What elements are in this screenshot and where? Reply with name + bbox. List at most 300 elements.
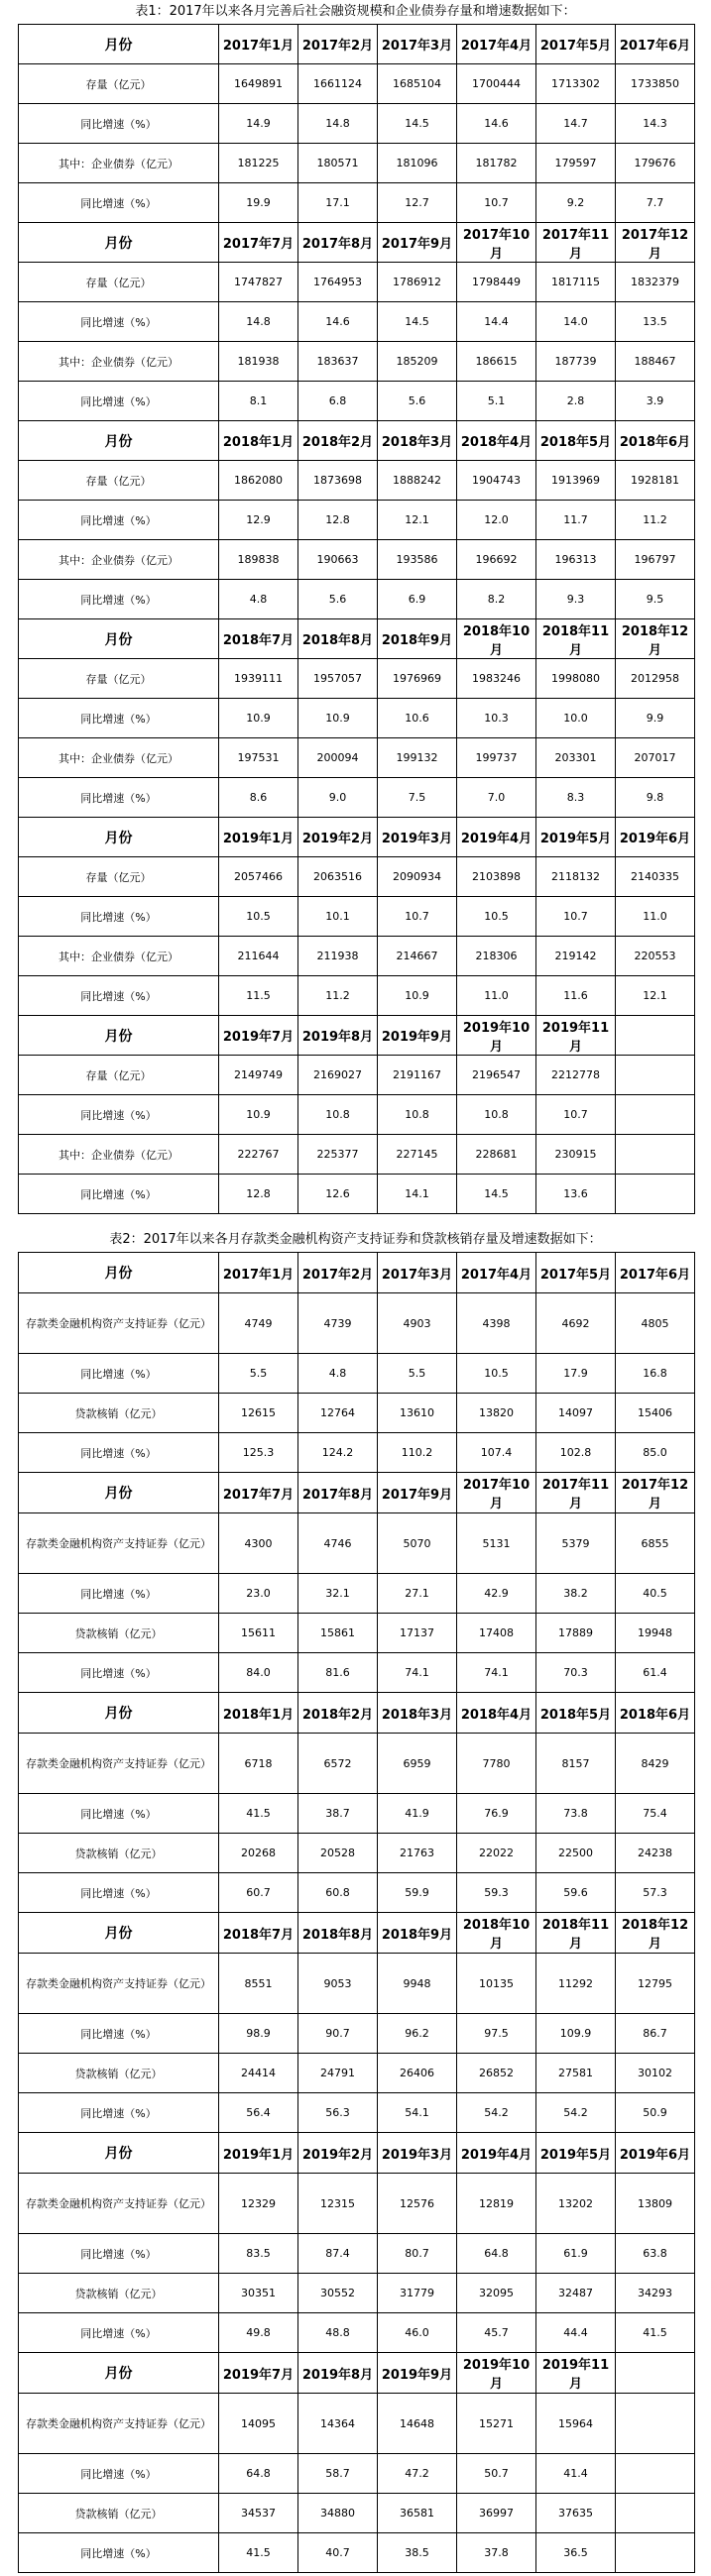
table-cell: 2212778 bbox=[536, 1056, 616, 1095]
row-label: 同比增速（%） bbox=[19, 1653, 219, 1693]
month-header-label: 月份 bbox=[19, 2133, 219, 2174]
table-cell: 110.2 bbox=[378, 1433, 457, 1473]
table-cell: 10.1 bbox=[298, 897, 378, 937]
table-cell: 9.2 bbox=[536, 183, 616, 223]
table-cell: 45.7 bbox=[457, 2313, 536, 2353]
table-cell: 230915 bbox=[536, 1135, 616, 1175]
table-cell: 11.0 bbox=[616, 897, 695, 937]
table-cell: 10.7 bbox=[457, 183, 536, 223]
table-cell: 22022 bbox=[457, 1834, 536, 1873]
table-cell: 5131 bbox=[457, 1513, 536, 1574]
month-header-row bbox=[19, 1016, 695, 1056]
month-header-cell: 2019年7月 bbox=[219, 1016, 298, 1056]
month-header-cell: 2018年4月 bbox=[457, 421, 536, 461]
table-cell: 97.5 bbox=[457, 2014, 536, 2054]
table-cell: 14095 bbox=[219, 2394, 298, 2454]
row-label: 同比增速（%） bbox=[19, 1873, 219, 1913]
table-row bbox=[19, 2054, 695, 2093]
month-header-cell: 2019年2月 bbox=[298, 818, 378, 857]
table-cell bbox=[616, 1056, 695, 1095]
row-label: 贷款核销（亿元） bbox=[19, 1834, 219, 1873]
table-cell: 50.7 bbox=[457, 2454, 536, 2494]
table-cell: 14.4 bbox=[457, 302, 536, 342]
table-cell: 1661124 bbox=[298, 64, 378, 104]
month-header-cell: 2017年8月 bbox=[298, 223, 378, 263]
table-cell: 5.6 bbox=[298, 580, 378, 619]
table-cell: 10.5 bbox=[457, 897, 536, 937]
table-cell: 14.6 bbox=[457, 104, 536, 144]
table-cell: 228681 bbox=[457, 1135, 536, 1175]
table-cell: 10.9 bbox=[378, 976, 457, 1016]
table-cell: 190663 bbox=[298, 540, 378, 580]
table-cell: 56.3 bbox=[298, 2093, 378, 2133]
row-label: 贷款核销（亿元） bbox=[19, 1614, 219, 1653]
table-cell: 199737 bbox=[457, 738, 536, 778]
month-header-cell: 2017年1月 bbox=[219, 1253, 298, 1293]
table-cell: 1713302 bbox=[536, 64, 616, 104]
table1-caption: 表1：2017年以来各月完善后社会融资规模和企业债券存量和增速数据如下： bbox=[135, 4, 576, 19]
row-label: 其中：企业债券（亿元） bbox=[19, 144, 219, 183]
table-cell: 8429 bbox=[616, 1734, 695, 1794]
table-cell: 21763 bbox=[378, 1834, 457, 1873]
month-header-cell: 2017年11月 bbox=[536, 1473, 616, 1513]
table-cell bbox=[616, 2494, 695, 2533]
table-cell: 12.9 bbox=[219, 501, 298, 540]
table-cell: 8.1 bbox=[219, 382, 298, 421]
table-cell: 36.5 bbox=[536, 2533, 616, 2573]
table-cell: 188467 bbox=[616, 342, 695, 382]
table-cell: 46.0 bbox=[378, 2313, 457, 2353]
table-row bbox=[19, 580, 695, 619]
row-label: 存量（亿元） bbox=[19, 659, 219, 699]
month-header-cell: 2019年10月 bbox=[457, 2353, 536, 2394]
table-cell: 4746 bbox=[298, 1513, 378, 1574]
table-cell: 199132 bbox=[378, 738, 457, 778]
month-header-cell: 2018年5月 bbox=[536, 1693, 616, 1734]
table-cell: 2063516 bbox=[298, 857, 378, 897]
table-cell: 60.8 bbox=[298, 1873, 378, 1913]
table-cell: 73.8 bbox=[536, 1794, 616, 1834]
table-cell: 2149749 bbox=[219, 1056, 298, 1095]
table-cell: 186615 bbox=[457, 342, 536, 382]
month-header-cell: 2018年6月 bbox=[616, 421, 695, 461]
table-cell: 76.9 bbox=[457, 1794, 536, 1834]
table-cell: 7.5 bbox=[378, 778, 457, 818]
table-cell: 54.2 bbox=[457, 2093, 536, 2133]
month-header-cell: 2017年7月 bbox=[219, 223, 298, 263]
month-header-cell: 2019年6月 bbox=[616, 818, 695, 857]
table-cell: 11292 bbox=[536, 1954, 616, 2014]
table-cell: 10.0 bbox=[536, 699, 616, 738]
table-cell: 32487 bbox=[536, 2274, 616, 2313]
table-cell: 2118132 bbox=[536, 857, 616, 897]
table-cell: 5379 bbox=[536, 1513, 616, 1574]
table-cell: 5.5 bbox=[378, 1354, 457, 1394]
table-cell: 12615 bbox=[219, 1394, 298, 1433]
table-cell: 14364 bbox=[298, 2394, 378, 2454]
table-cell bbox=[616, 1175, 695, 1214]
table-cell: 197531 bbox=[219, 738, 298, 778]
table-row bbox=[19, 738, 695, 778]
table-cell: 2169027 bbox=[298, 1056, 378, 1095]
table-cell: 48.8 bbox=[298, 2313, 378, 2353]
month-header-cell: 2019年11月 bbox=[536, 2353, 616, 2394]
table-cell: 1798449 bbox=[457, 263, 536, 302]
table-cell: 196313 bbox=[536, 540, 616, 580]
table-cell: 12576 bbox=[378, 2174, 457, 2234]
table-cell: 80.7 bbox=[378, 2234, 457, 2274]
row-label: 同比增速（%） bbox=[19, 382, 219, 421]
table-cell: 15964 bbox=[536, 2394, 616, 2454]
table-row bbox=[19, 1394, 695, 1433]
table-cell: 1747827 bbox=[219, 263, 298, 302]
table-cell: 24414 bbox=[219, 2054, 298, 2093]
table-cell: 85.0 bbox=[616, 1433, 695, 1473]
table-cell: 10.7 bbox=[536, 897, 616, 937]
row-label: 同比增速（%） bbox=[19, 699, 219, 738]
table-cell: 12.1 bbox=[616, 976, 695, 1016]
row-label: 同比增速（%） bbox=[19, 2093, 219, 2133]
table-row bbox=[19, 1354, 695, 1394]
table-cell: 16.8 bbox=[616, 1354, 695, 1394]
table-cell: 14.9 bbox=[219, 104, 298, 144]
table-row bbox=[19, 1175, 695, 1214]
table-row bbox=[19, 2494, 695, 2533]
table-cell: 1904743 bbox=[457, 461, 536, 501]
table-cell: 107.4 bbox=[457, 1433, 536, 1473]
table-cell: 60.7 bbox=[219, 1873, 298, 1913]
table-cell: 12819 bbox=[457, 2174, 536, 2234]
table-row bbox=[19, 64, 695, 104]
table-cell: 1649891 bbox=[219, 64, 298, 104]
month-header-cell: 2019年1月 bbox=[219, 818, 298, 857]
table-cell: 1700444 bbox=[457, 64, 536, 104]
month-header-cell: 2018年9月 bbox=[378, 1913, 457, 1954]
table-cell: 83.5 bbox=[219, 2234, 298, 2274]
table-cell: 9.0 bbox=[298, 778, 378, 818]
table-cell: 41.5 bbox=[219, 2533, 298, 2573]
table-cell: 7.0 bbox=[457, 778, 536, 818]
table-cell: 81.6 bbox=[298, 1653, 378, 1693]
month-header-cell: 2018年4月 bbox=[457, 1693, 536, 1734]
table-cell: 12.6 bbox=[298, 1175, 378, 1214]
table-cell: 10.8 bbox=[457, 1095, 536, 1135]
table-cell: 1832379 bbox=[616, 263, 695, 302]
table-cell: 10.5 bbox=[457, 1354, 536, 1394]
table-cell: 27.1 bbox=[378, 1574, 457, 1614]
table-cell: 30102 bbox=[616, 2054, 695, 2093]
table-cell: 6.8 bbox=[298, 382, 378, 421]
month-header-label: 月份 bbox=[19, 818, 219, 857]
month-header-label: 月份 bbox=[19, 223, 219, 263]
month-header-cell: 2019年4月 bbox=[457, 818, 536, 857]
table-cell: 15861 bbox=[298, 1614, 378, 1653]
row-label: 同比增速（%） bbox=[19, 1433, 219, 1473]
table-cell: 64.8 bbox=[219, 2454, 298, 2494]
month-header-cell bbox=[616, 1016, 695, 1056]
month-header-row bbox=[19, 619, 695, 659]
month-header-row bbox=[19, 2133, 695, 2174]
table-row bbox=[19, 1614, 695, 1653]
table-cell: 34537 bbox=[219, 2494, 298, 2533]
row-label: 同比增速（%） bbox=[19, 2014, 219, 2054]
table-row bbox=[19, 1873, 695, 1913]
row-label: 其中：企业债券（亿元） bbox=[19, 937, 219, 976]
table-cell bbox=[616, 2394, 695, 2454]
row-label: 同比增速（%） bbox=[19, 1574, 219, 1614]
table-cell: 57.3 bbox=[616, 1873, 695, 1913]
month-header-cell bbox=[616, 2353, 695, 2394]
month-header-cell: 2017年3月 bbox=[378, 1253, 457, 1293]
table-cell: 34880 bbox=[298, 2494, 378, 2533]
row-label: 存量（亿元） bbox=[19, 263, 219, 302]
table-cell: 225377 bbox=[298, 1135, 378, 1175]
table-cell: 14.3 bbox=[616, 104, 695, 144]
table-cell: 4739 bbox=[298, 1293, 378, 1354]
month-header-cell: 2019年5月 bbox=[536, 818, 616, 857]
table-cell: 75.4 bbox=[616, 1794, 695, 1834]
table-row bbox=[19, 342, 695, 382]
table-cell: 2196547 bbox=[457, 1056, 536, 1095]
table-row bbox=[19, 104, 695, 144]
table-cell: 6.9 bbox=[378, 580, 457, 619]
row-label: 存款类金融机构资产支持证券（亿元） bbox=[19, 2174, 219, 2234]
table-row bbox=[19, 2234, 695, 2274]
table-cell: 4.8 bbox=[219, 580, 298, 619]
table-cell: 5.1 bbox=[457, 382, 536, 421]
month-header-cell: 2017年7月 bbox=[219, 1473, 298, 1513]
table-cell: 4692 bbox=[536, 1293, 616, 1354]
table-cell: 14.8 bbox=[219, 302, 298, 342]
table-cell: 1733850 bbox=[616, 64, 695, 104]
table-cell: 13610 bbox=[378, 1394, 457, 1433]
table-cell: 9.9 bbox=[616, 699, 695, 738]
row-label: 同比增速（%） bbox=[19, 501, 219, 540]
table-cell: 14.5 bbox=[378, 104, 457, 144]
table-cell: 12.0 bbox=[457, 501, 536, 540]
table-cell: 14.7 bbox=[536, 104, 616, 144]
table-cell: 14.0 bbox=[536, 302, 616, 342]
table-row bbox=[19, 699, 695, 738]
row-label: 同比增速（%） bbox=[19, 778, 219, 818]
table-cell: 63.8 bbox=[616, 2234, 695, 2274]
month-header-cell: 2019年1月 bbox=[219, 2133, 298, 2174]
table-row bbox=[19, 302, 695, 342]
table-row bbox=[19, 1954, 695, 2014]
table-cell: 11.2 bbox=[616, 501, 695, 540]
table-cell: 6959 bbox=[378, 1734, 457, 1794]
table-row bbox=[19, 263, 695, 302]
table-cell: 203301 bbox=[536, 738, 616, 778]
asset-backed-securities-table bbox=[18, 1252, 695, 2573]
table-cell: 12795 bbox=[616, 1954, 695, 2014]
table-cell: 38.5 bbox=[378, 2533, 457, 2573]
row-label: 贷款核销（亿元） bbox=[19, 2054, 219, 2093]
table-cell: 1957057 bbox=[298, 659, 378, 699]
table-cell: 74.1 bbox=[457, 1653, 536, 1693]
month-header-cell: 2018年9月 bbox=[378, 619, 457, 659]
table-cell: 183637 bbox=[298, 342, 378, 382]
table-row bbox=[19, 976, 695, 1016]
month-header-cell: 2019年5月 bbox=[536, 2133, 616, 2174]
table-cell: 1913969 bbox=[536, 461, 616, 501]
month-header-cell: 2017年9月 bbox=[378, 223, 457, 263]
month-header-row bbox=[19, 1913, 695, 1954]
table-cell: 34293 bbox=[616, 2274, 695, 2313]
table-cell: 10135 bbox=[457, 1954, 536, 2014]
table-cell: 30552 bbox=[298, 2274, 378, 2313]
table-cell: 54.1 bbox=[378, 2093, 457, 2133]
table-cell: 218306 bbox=[457, 937, 536, 976]
row-label: 同比增速（%） bbox=[19, 2533, 219, 2573]
table-row bbox=[19, 2533, 695, 2573]
table-cell: 41.5 bbox=[616, 2313, 695, 2353]
table-cell: 1873698 bbox=[298, 461, 378, 501]
table-cell: 181096 bbox=[378, 144, 457, 183]
table-row bbox=[19, 778, 695, 818]
table-cell: 11.7 bbox=[536, 501, 616, 540]
table-cell: 214667 bbox=[378, 937, 457, 976]
table-cell: 125.3 bbox=[219, 1433, 298, 1473]
table-row bbox=[19, 183, 695, 223]
row-label: 其中：企业债券（亿元） bbox=[19, 1135, 219, 1175]
table-cell: 96.2 bbox=[378, 2014, 457, 2054]
month-header-label: 月份 bbox=[19, 1693, 219, 1734]
month-header-row bbox=[19, 2353, 695, 2394]
month-header-cell: 2017年3月 bbox=[378, 25, 457, 64]
month-header-cell: 2017年4月 bbox=[457, 25, 536, 64]
row-label: 其中：企业债券（亿元） bbox=[19, 342, 219, 382]
table-cell: 36581 bbox=[378, 2494, 457, 2533]
table-cell: 14.1 bbox=[378, 1175, 457, 1214]
month-header-cell: 2017年10月 bbox=[457, 1473, 536, 1513]
month-header-cell: 2018年8月 bbox=[298, 619, 378, 659]
month-header-cell: 2018年1月 bbox=[219, 421, 298, 461]
table-cell: 196692 bbox=[457, 540, 536, 580]
table-row bbox=[19, 1056, 695, 1095]
month-header-cell: 2018年1月 bbox=[219, 1693, 298, 1734]
table-cell: 15271 bbox=[457, 2394, 536, 2454]
month-header-cell: 2017年1月 bbox=[219, 25, 298, 64]
table-row bbox=[19, 857, 695, 897]
table-cell: 74.1 bbox=[378, 1653, 457, 1693]
table-cell: 5.5 bbox=[219, 1354, 298, 1394]
table-cell: 220553 bbox=[616, 937, 695, 976]
table-cell: 40.5 bbox=[616, 1574, 695, 1614]
month-header-cell: 2019年7月 bbox=[219, 2353, 298, 2394]
table-cell: 41.9 bbox=[378, 1794, 457, 1834]
table-cell: 70.3 bbox=[536, 1653, 616, 1693]
month-header-cell: 2017年5月 bbox=[536, 25, 616, 64]
table-cell: 17.1 bbox=[298, 183, 378, 223]
table-cell: 8.6 bbox=[219, 778, 298, 818]
table-cell: 10.7 bbox=[378, 897, 457, 937]
table-cell: 13.5 bbox=[616, 302, 695, 342]
month-header-label: 月份 bbox=[19, 619, 219, 659]
table-cell: 12.8 bbox=[298, 501, 378, 540]
month-header-label: 月份 bbox=[19, 421, 219, 461]
table-cell: 200094 bbox=[298, 738, 378, 778]
table-cell: 2191167 bbox=[378, 1056, 457, 1095]
table-row bbox=[19, 2313, 695, 2353]
table-cell: 14.5 bbox=[457, 1175, 536, 1214]
table-cell: 1786912 bbox=[378, 263, 457, 302]
month-header-row bbox=[19, 421, 695, 461]
row-label: 其中：企业债券（亿元） bbox=[19, 540, 219, 580]
table-cell: 84.0 bbox=[219, 1653, 298, 1693]
month-header-cell: 2019年10月 bbox=[457, 1016, 536, 1056]
month-header-cell: 2019年9月 bbox=[378, 2353, 457, 2394]
table-row bbox=[19, 1095, 695, 1135]
table-cell: 4805 bbox=[616, 1293, 695, 1354]
table-cell: 13820 bbox=[457, 1394, 536, 1433]
table2-caption: 表2：2017年以来各月存款类金融机构资产支持证券和贷款核销存量及增速数据如下： bbox=[109, 1232, 602, 1247]
table-row bbox=[19, 1834, 695, 1873]
table-row bbox=[19, 461, 695, 501]
month-header-cell: 2019年9月 bbox=[378, 1016, 457, 1056]
month-header-cell: 2017年6月 bbox=[616, 1253, 695, 1293]
table-cell: 31779 bbox=[378, 2274, 457, 2313]
table-cell: 38.7 bbox=[298, 1794, 378, 1834]
month-header-cell: 2019年8月 bbox=[298, 1016, 378, 1056]
table-cell: 102.8 bbox=[536, 1433, 616, 1473]
month-header-cell: 2019年4月 bbox=[457, 2133, 536, 2174]
table-row bbox=[19, 1433, 695, 1473]
table-row bbox=[19, 1513, 695, 1574]
table-cell: 179597 bbox=[536, 144, 616, 183]
table-row bbox=[19, 897, 695, 937]
table-cell: 12.8 bbox=[219, 1175, 298, 1214]
row-label: 存款类金融机构资产支持证券（亿元） bbox=[19, 2394, 219, 2454]
table-cell: 54.2 bbox=[536, 2093, 616, 2133]
table-cell: 17889 bbox=[536, 1614, 616, 1653]
table-cell: 6718 bbox=[219, 1734, 298, 1794]
table-cell: 13202 bbox=[536, 2174, 616, 2234]
table-cell: 14097 bbox=[536, 1394, 616, 1433]
table-cell: 193586 bbox=[378, 540, 457, 580]
month-header-cell: 2018年7月 bbox=[219, 1913, 298, 1954]
row-label: 贷款核销（亿元） bbox=[19, 2274, 219, 2313]
table-cell: 61.4 bbox=[616, 1653, 695, 1693]
table-cell: 20528 bbox=[298, 1834, 378, 1873]
month-header-cell: 2018年8月 bbox=[298, 1913, 378, 1954]
row-label: 贷款核销（亿元） bbox=[19, 1394, 219, 1433]
month-header-cell: 2018年11月 bbox=[536, 619, 616, 659]
table-row bbox=[19, 1135, 695, 1175]
table-cell: 40.7 bbox=[298, 2533, 378, 2573]
table-cell: 10.8 bbox=[378, 1095, 457, 1135]
table-cell: 86.7 bbox=[616, 2014, 695, 2054]
row-label: 同比增速（%） bbox=[19, 2454, 219, 2494]
month-header-cell: 2018年10月 bbox=[457, 1913, 536, 1954]
table-cell: 12764 bbox=[298, 1394, 378, 1433]
month-header-cell: 2019年11月 bbox=[536, 1016, 616, 1056]
table-row bbox=[19, 1574, 695, 1614]
table-cell: 185209 bbox=[378, 342, 457, 382]
table-cell: 2103898 bbox=[457, 857, 536, 897]
table-cell bbox=[616, 1135, 695, 1175]
table-cell: 30351 bbox=[219, 2274, 298, 2313]
table-cell: 90.7 bbox=[298, 2014, 378, 2054]
table-cell: 11.0 bbox=[457, 976, 536, 1016]
table-cell: 10.3 bbox=[457, 699, 536, 738]
table-cell: 17408 bbox=[457, 1614, 536, 1653]
table-cell: 61.9 bbox=[536, 2234, 616, 2274]
month-header-row bbox=[19, 25, 695, 64]
row-label: 同比增速（%） bbox=[19, 1175, 219, 1214]
table-cell: 42.9 bbox=[457, 1574, 536, 1614]
table-cell: 10.8 bbox=[298, 1095, 378, 1135]
